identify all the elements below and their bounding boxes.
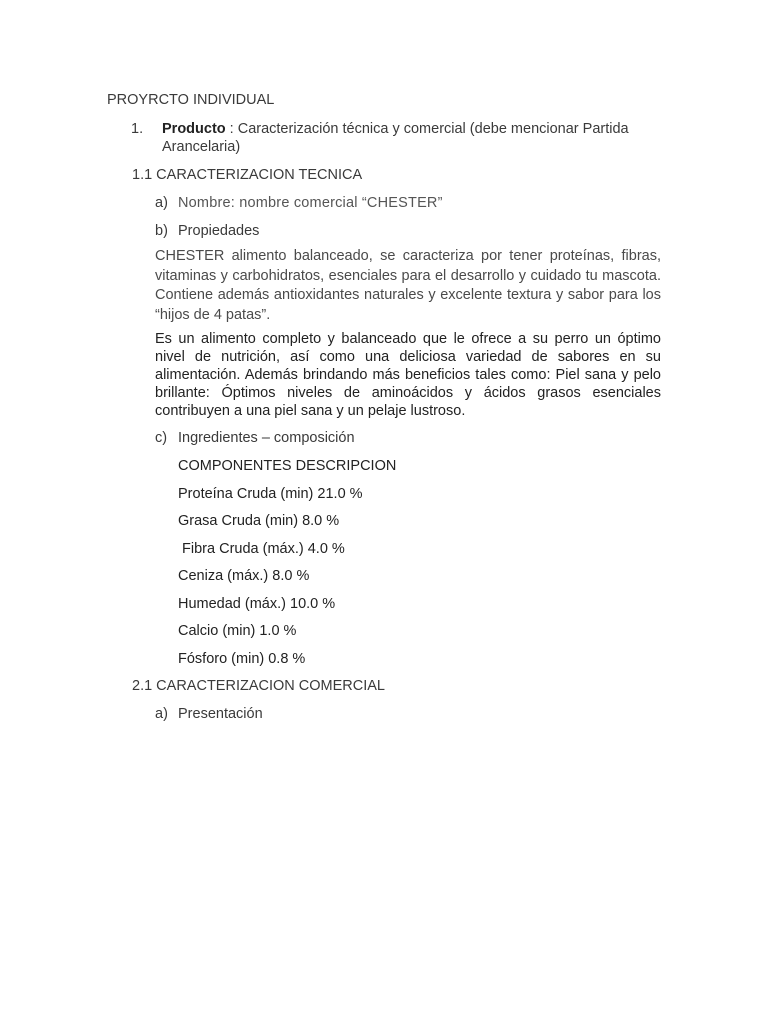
component-row: Ceniza (máx.) 8.0 % [178,568,310,584]
components-header: COMPONENTES DESCRIPCION [178,458,397,474]
component-row: Calcio (min) 1.0 % [178,623,297,639]
component-row: Grasa Cruda (min) 8.0 % [178,513,340,529]
list-marker: a) [155,706,168,722]
section-bold-label: Producto [162,121,226,137]
component-row: Humedad (máx.) 10.0 % [178,596,336,612]
list-item-ingredients [155,429,355,447]
list-item-presentation [155,705,263,723]
document-title: PROYRCTO INDIVIDUAL [107,92,275,108]
section-heading-text-cont: Arancelaria) [162,139,241,155]
component-row: Proteína Cruda (min) 21.0 % [178,486,363,502]
description-paragraph: Es un alimento completo y balanceado que le ofrece a su perro un óptimo nivel de nutrición, así como una deliciosa variedad de sabores en su alimentación. Además brindando más beneficios tales como: Piel sana y pelo brillante: Óptimos niveles de aminoácidos y ácidos grasos esenciales contribuyen a una piel sana y un pelaje lustroso. [155,331,661,419]
list-marker: b) [155,223,168,239]
list-marker: c) [155,430,168,446]
list-item-text: Propiedades [178,223,260,239]
properties-paragraph: CHESTER alimento balanceado, se caracteriza por tener proteínas, fibras, vitaminas y carbohidratos, esenciales para el desarrollo y cuidado tu mascota. Contiene además antioxidantes naturales y excelente textura y sabor para los “hijos de 4 patas”. [155,248,661,323]
section-heading [162,120,662,156]
section-heading-text: : Caracterización técnica y comercial (debe mencionar Partida [225,121,629,137]
section-number: 1. [131,121,144,137]
subsection-technical: 1.1 CARACTERIZACION TECNICA [132,167,363,183]
list-item-properties [155,222,259,240]
component-row: Fósforo (min) 0.8 % [178,651,306,667]
list-item-text: Ingredientes – composición [178,430,355,446]
subsection-commercial: 2.1 CARACTERIZACION COMERCIAL [132,678,385,694]
list-item-text: Nombre: nombre comercial “CHESTER” [178,195,443,211]
list-item-name [155,194,443,212]
list-item-text: Presentación [178,706,263,722]
list-marker: a) [155,195,168,211]
component-row: Fibra Cruda (máx.) 4.0 % [178,541,345,557]
